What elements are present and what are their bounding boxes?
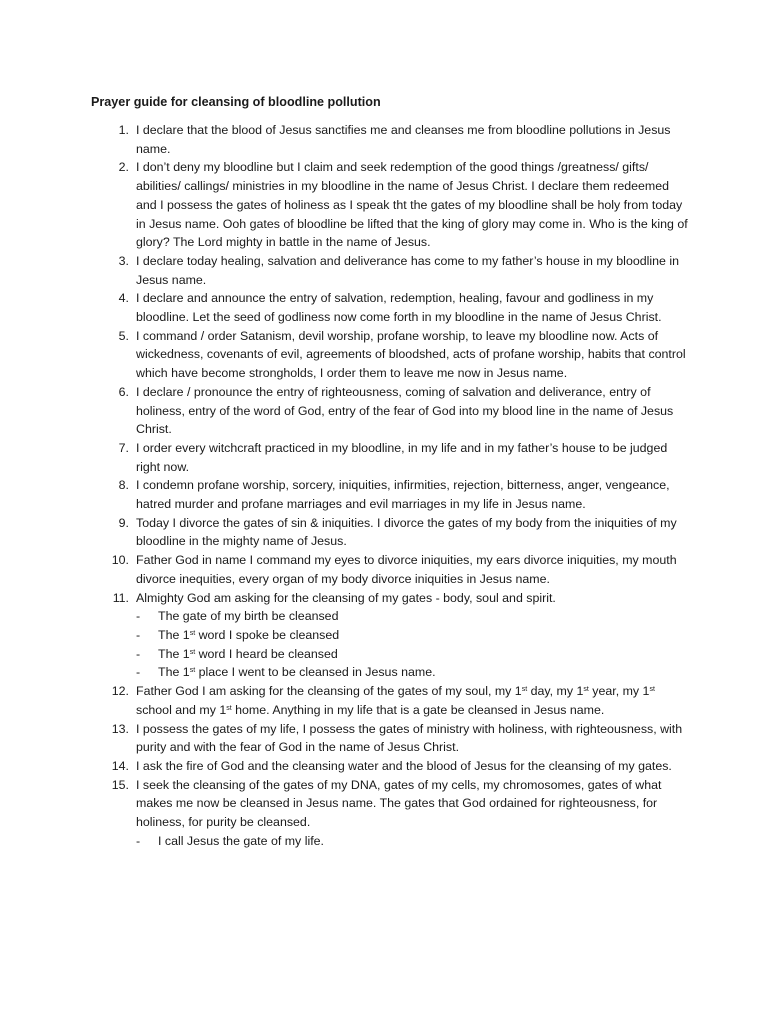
item-number: 6. [118, 384, 129, 399]
item-text: I declare / pronounce the entry of righteousness, coming of salvation and deliverance, entry of holiness, entry of the word of God, entry of the fear of God into my blood line in the name of Jesus Christ. [136, 384, 674, 437]
list-item [91, 289, 691, 326]
list-item [91, 439, 691, 476]
ordinal-suffix: st [521, 686, 528, 694]
item-number: 4. [118, 291, 129, 306]
ordinal-suffix: st [226, 704, 232, 712]
ordinal-suffix: st [189, 648, 196, 656]
list-item [91, 327, 691, 383]
item-text: Today I divorce the gates of sin & iniquities. I divorce the gates of my body from the iniquities of my bloodline in the mighty name of Jesus. [136, 515, 677, 549]
ordinal-suffix: st [189, 629, 196, 637]
item-number: 8. [118, 478, 129, 493]
ordinal-suffix: st [189, 667, 196, 675]
item-text: I declare that the blood of Jesus sanctifies me and cleanses me from bloodline pollutions in Jesus name. [136, 123, 671, 156]
sub-item-text: The 1 [158, 627, 190, 642]
dash-bullet: - [136, 646, 141, 661]
list-item [91, 776, 691, 832]
item-number: 12. [111, 684, 129, 699]
item-text: I seek the cleansing of the gates of my DNA, gates of my cells, my chromosomes, gates of what makes me now be cleansed in Jesus name. The gates that God ordained for righteousness, for holiness, for purity be cleansed. [136, 777, 662, 830]
item-text: I declare and announce the entry of salvation, redemption, healing, favour and godliness in my bloodline. Let the seed of godliness now come forth in my bloodline in the name of Jesus Christ. [136, 291, 662, 325]
item-text: Father God in name I command my eyes to divorce iniquities, my ears divorce iniquities, my mouth divorce inequities, every organ of my body divorce iniquities in Jesus name. [136, 553, 677, 586]
list-item [91, 551, 691, 588]
ordinal-suffix: st [649, 686, 655, 694]
item-text-part: Father God I am asking for the cleansing of the gates of my soul, my 1 [136, 684, 522, 699]
item-text-part: home. Anything in my life that is a gate be cleansed in Jesus name. [231, 702, 605, 717]
item-text-part: school and my 1 [136, 702, 227, 717]
item-number: 10. [111, 553, 129, 568]
item-number: 15. [111, 777, 129, 792]
list-item [91, 589, 691, 608]
list-item [91, 720, 691, 757]
sub-item [91, 626, 691, 645]
item-text-part: year, my 1 [588, 684, 650, 699]
item-number: 5. [118, 328, 129, 343]
sub-item-text: word I spoke be cleansed [195, 627, 340, 642]
sub-item-text: The 1 [158, 665, 190, 680]
item-text-part: day, my 1 [527, 684, 584, 699]
item-text [136, 682, 691, 719]
ordinal-suffix: st [583, 686, 589, 694]
item-text: I command / order Satanism, devil worship, profane worship, to leave my bloodline now. Acts of wickedness, covenants of evil, agreements of bloodshed, acts of profane worship, habits that control which have become strongholds, I order them to leave me now in Jesus name. [136, 328, 686, 381]
dash-bullet: - [136, 833, 141, 848]
list-item [91, 476, 691, 513]
dash-bullet: - [136, 609, 141, 624]
dash-bullet: - [136, 627, 141, 642]
sub-item-text: word I heard be cleansed [195, 646, 338, 661]
item-number: 7. [118, 440, 129, 455]
item-number: 1. [118, 123, 129, 137]
item-number: 11. [112, 590, 129, 605]
document-title: Prayer guide for cleansing of bloodline pollution [91, 95, 381, 109]
sub-item [91, 645, 691, 664]
item-text: I don’t deny my bloodline but I claim and seek redemption of the good things /greatness/ gifts/ abilities/ callings/ ministries in my bloodline in the name of Jesus Christ. I declare them redeemed and I possess the gates of holiness as I speak tht the gates of my bloodline shall be holy from today in Jesus name. Ooh gates of bloodline be lifted that the king of glory may come in. Who is the king of glory? The Lord mighty in battle in the name of Jesus. [136, 160, 688, 250]
item-text: Almighty God am asking for the cleansing of my gates - body, soul and spirit. [136, 590, 556, 605]
item-number: 9. [118, 515, 129, 530]
sub-item-text: The 1 [158, 646, 190, 661]
list-item [91, 383, 691, 439]
list-item [91, 252, 691, 289]
sub-item-text: The gate of my birth be cleansed [158, 609, 339, 624]
list-item [91, 757, 691, 776]
item-number: 13. [111, 721, 129, 736]
sub-item [91, 832, 691, 851]
list-item [91, 514, 691, 551]
list-item [91, 682, 691, 719]
sub-item-text: place I went to be cleansed in Jesus name. [195, 665, 436, 680]
item-text: I order every witchcraft practiced in my bloodline, in my life and in my father’s house to be judged right now. [136, 440, 668, 474]
list-item [91, 121, 691, 158]
item-text: I declare today healing, salvation and deliverance has come to my father’s house in my bloodline in Jesus name. [136, 253, 679, 287]
item-text: I condemn profane worship, sorcery, iniquities, infirmities, rejection, bitterness, anger, vengeance, hatred murder and profane marriages and evil marriages in my life in Jesus name. [136, 478, 670, 512]
item-number: 3. [118, 253, 129, 268]
dash-bullet: - [136, 665, 141, 680]
sub-item-text: I call Jesus the gate of my life. [158, 833, 324, 848]
item-number: 2. [118, 160, 129, 175]
item-text: I possess the gates of my life, I possess the gates of ministry with holiness, with righteousness, with purity and with the fear of God in the name of Jesus Christ. [136, 721, 683, 755]
sub-item [91, 607, 691, 626]
list-item [91, 158, 691, 252]
item-number: 14. [111, 758, 129, 773]
prayer-list [91, 121, 691, 850]
sub-item [91, 663, 691, 682]
item-text: I ask the fire of God and the cleansing water and the blood of Jesus for the cleansing of my gates. [136, 758, 672, 773]
